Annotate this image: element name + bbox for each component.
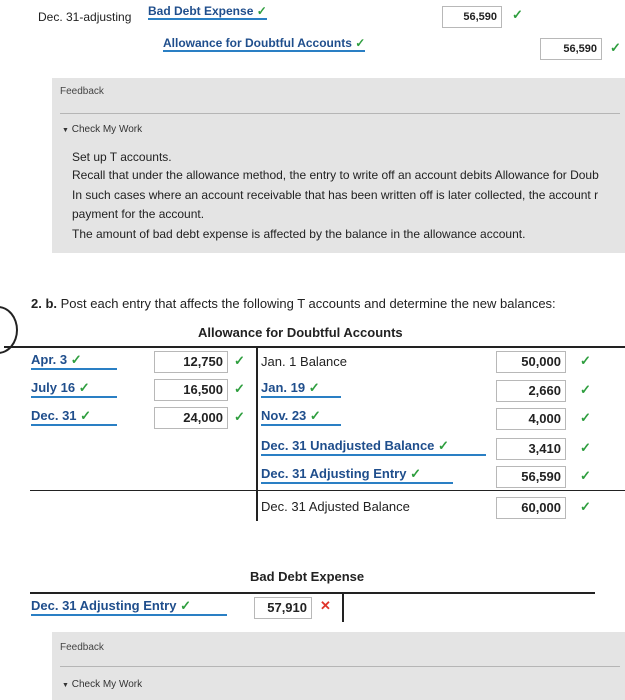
check-icon: ✓ bbox=[308, 380, 320, 395]
check-icon: ✓ bbox=[610, 40, 621, 55]
entry-label: Dec. 31 Unadjusted Balance bbox=[261, 438, 435, 453]
allowance-left-label-select[interactable] bbox=[31, 352, 117, 370]
triangle-down-icon: ▼ bbox=[62, 682, 69, 689]
t-account-top-line bbox=[30, 592, 595, 594]
allowance-right-label-select[interactable] bbox=[261, 380, 341, 398]
bad-debt-title: Bad Debt Expense bbox=[250, 569, 365, 584]
allowance-right-label-select[interactable] bbox=[261, 438, 486, 456]
debit-account-select[interactable] bbox=[148, 4, 267, 20]
check-icon: ✓ bbox=[580, 468, 591, 483]
allowance-right-amount-input[interactable]: 60,000 bbox=[496, 497, 566, 519]
check-icon: ✓ bbox=[580, 440, 591, 455]
feedback-line: The amount of bad debt expense is affected by the balance in the allowance account. bbox=[72, 227, 526, 241]
check-icon: ✓ bbox=[234, 409, 245, 424]
check-icon: ✓ bbox=[78, 380, 90, 395]
check-icon: ✓ bbox=[234, 381, 245, 396]
check-my-work-label: Check My Work bbox=[71, 679, 143, 690]
x-icon: ✕ bbox=[320, 598, 331, 613]
credit-account-label: Allowance for Doubtful Accounts bbox=[163, 36, 352, 50]
feedback-title: Feedback bbox=[60, 642, 104, 653]
entry-label: Dec. 31 Adjusting Entry bbox=[31, 598, 177, 613]
allowance-title: Allowance for Doubtful Accounts bbox=[198, 325, 403, 340]
journal-date: Dec. 31-adjusting bbox=[38, 10, 132, 24]
check-icon: ✓ bbox=[355, 36, 366, 50]
feedback-panel bbox=[52, 632, 625, 700]
check-my-work-toggle[interactable] bbox=[62, 679, 142, 690]
allowance-left-amount-input[interactable]: 16,500 bbox=[154, 379, 228, 401]
question-number: 2. b. bbox=[31, 296, 58, 311]
check-icon: ✓ bbox=[580, 353, 591, 368]
check-icon: ✓ bbox=[309, 408, 321, 423]
check-icon: ✓ bbox=[580, 410, 591, 425]
triangle-down-icon: ▼ bbox=[62, 127, 69, 134]
credit-amount-input[interactable]: 56,590 bbox=[540, 38, 602, 60]
t-account-top-line bbox=[4, 346, 625, 348]
debit-account-label: Bad Debt Expense bbox=[148, 4, 254, 18]
check-icon: ✓ bbox=[512, 7, 523, 22]
feedback-title: Feedback bbox=[60, 86, 104, 97]
feedback-divider bbox=[60, 666, 620, 667]
t-account-divider bbox=[256, 346, 258, 521]
allowance-right-amount-input[interactable]: 2,660 bbox=[496, 380, 566, 402]
feedback-line: Set up T accounts. bbox=[72, 150, 172, 164]
allowance-left-label-select[interactable] bbox=[31, 408, 117, 426]
t-account-balance-line bbox=[30, 490, 625, 491]
debit-amount-input[interactable]: 56,590 bbox=[442, 6, 502, 28]
allowance-left-label-select[interactable] bbox=[31, 380, 117, 398]
feedback-panel bbox=[52, 78, 625, 253]
entry-label: Dec. 31 bbox=[31, 408, 77, 423]
t-account-divider bbox=[342, 592, 344, 622]
allowance-right-label: Jan. 1 Balance bbox=[261, 354, 348, 369]
check-my-work-label: Check My Work bbox=[71, 124, 143, 135]
feedback-line: In such cases where an account receivable that has been written off is later collected, the account r bbox=[72, 188, 599, 202]
allowance-right-amount-input[interactable]: 56,590 bbox=[496, 466, 566, 488]
allowance-left-amount-input[interactable]: 24,000 bbox=[154, 407, 228, 429]
check-my-work-toggle[interactable] bbox=[62, 124, 142, 135]
allowance-right-amount-input[interactable]: 3,410 bbox=[496, 438, 566, 460]
check-icon: ✓ bbox=[256, 4, 267, 18]
allowance-right-label-select[interactable] bbox=[261, 408, 341, 426]
allowance-right-amount-input[interactable]: 50,000 bbox=[496, 351, 566, 373]
allowance-right-label: Dec. 31 Adjusted Balance bbox=[261, 499, 410, 514]
check-icon: ✓ bbox=[180, 598, 191, 613]
check-icon: ✓ bbox=[438, 438, 449, 453]
bad-debt-left-amount-input[interactable]: 57,910 bbox=[254, 597, 312, 619]
feedback-divider bbox=[60, 113, 620, 114]
check-icon: ✓ bbox=[580, 499, 591, 514]
check-icon: ✓ bbox=[234, 353, 245, 368]
allowance-right-amount-input[interactable]: 4,000 bbox=[496, 408, 566, 430]
check-icon: ✓ bbox=[80, 408, 92, 423]
check-icon: ✓ bbox=[70, 352, 82, 367]
entry-label: Nov. 23 bbox=[261, 408, 307, 423]
entry-label: Dec. 31 Adjusting Entry bbox=[261, 466, 407, 481]
entry-label: Jan. 19 bbox=[261, 380, 306, 395]
bad-debt-left-label-select[interactable] bbox=[31, 598, 227, 616]
feedback-line: payment for the account. bbox=[72, 207, 205, 221]
credit-account-select[interactable] bbox=[163, 36, 365, 52]
check-icon: ✓ bbox=[410, 466, 421, 481]
allowance-left-amount-input[interactable]: 12,750 bbox=[154, 351, 228, 373]
question-text bbox=[31, 296, 556, 311]
feedback-line: Recall that under the allowance method, the entry to write off an account debits Allowance for Doub bbox=[72, 168, 599, 182]
check-icon: ✓ bbox=[580, 382, 591, 397]
allowance-right-label-select[interactable] bbox=[261, 466, 453, 484]
entry-label: July 16 bbox=[31, 380, 76, 395]
entry-label: Apr. 3 bbox=[31, 352, 68, 367]
question-prompt: Post each entry that affects the following T accounts and determine the new balances: bbox=[60, 296, 556, 311]
